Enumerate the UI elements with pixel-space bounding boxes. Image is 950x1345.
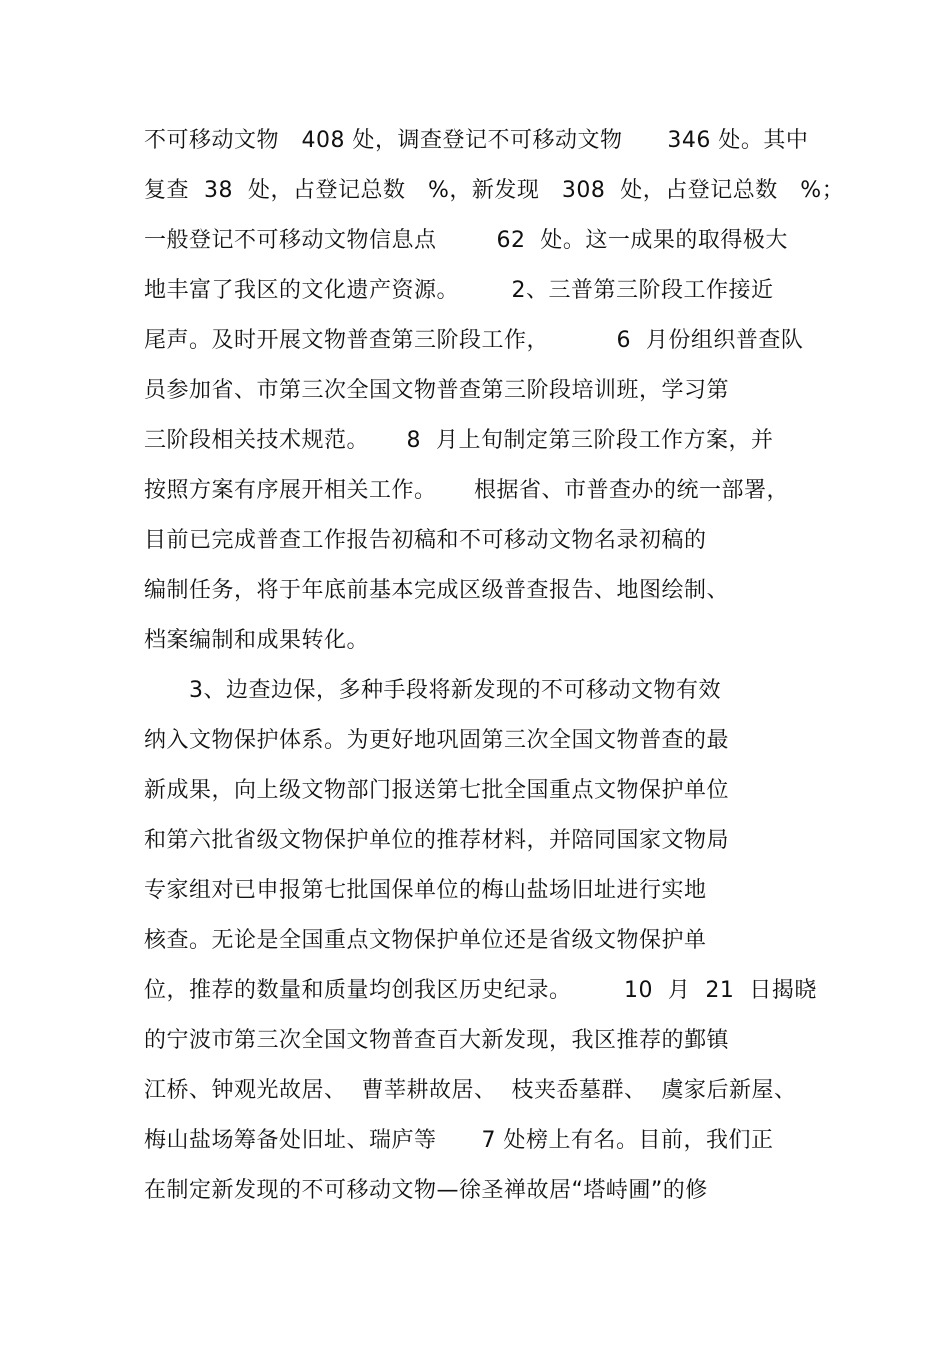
text-line: 复查 38 处，占登记总数 %，新发现 308 处，占登记总数 %； — [144, 178, 845, 203]
text-line: 梅山盐场筹备处旧址、瑞庐等 7 处榜上有名。目前，我们正 — [144, 1128, 774, 1153]
text-line: 一般登记不可移动文物信息点 62 处。这一成果的取得极大 — [144, 228, 788, 253]
text-line: 在制定新发现的不可移动文物—徐圣禅故居“塔峙圃”的修 — [144, 1178, 708, 1203]
text-line: 新成果，向上级文物部门报送第七批全国重点文物保护单位 — [144, 778, 730, 803]
text-line: 江桥、钟观光故居、 曹莘耕故居、 枝夹岙墓群、 虞家后新屋、 — [144, 1078, 797, 1103]
text-line: 专家组对已申报第七批国保单位的梅山盐场旧址进行实地 — [144, 878, 707, 903]
text-line: 纳入文物保护体系。为更好地巩固第三次全国文物普查的最 — [144, 728, 730, 753]
text-line: 不可移动文物 408 处，调查登记不可移动文物 346 处。其中 — [144, 128, 809, 153]
text-line: 的宁波市第三次全国文物普查百大新发现，我区推荐的鄞镇 — [144, 1028, 730, 1053]
text-line: 按照方案有序展开相关工作。 根据省、市普查办的统一部署， — [144, 478, 789, 503]
text-line: 3、边查边保，多种手段将新发现的不可移动文物有效 — [144, 678, 721, 703]
text-line: 地丰富了我区的文化遗产资源。 2、三普第三阶段工作接近 — [144, 278, 774, 303]
text-line: 档案编制和成果转化。 — [144, 628, 370, 653]
text-line: 员参加省、市第三次全国文物普查第三阶段培训班，学习第 — [144, 378, 730, 403]
text-line: 三阶段相关技术规范。 8 月上旬制定第三阶段工作方案，并 — [144, 428, 774, 453]
text-line: 和第六批省级文物保护单位的推荐材料，并陪同国家文物局 — [144, 828, 730, 853]
text-line: 位，推荐的数量和质量均创我区历史纪录。 10 月 21 日揭晓 — [144, 978, 817, 1003]
text-line: 核查。无论是全国重点文物保护单位还是省级文物保护单 — [144, 928, 707, 953]
text-line: 编制任务，将于年底前基本完成区级普查报告、地图绘制、 — [144, 578, 730, 603]
text-line: 尾声。及时开展文物普查第三阶段工作， 6 月份组织普查队 — [144, 328, 804, 353]
text-line: 目前已完成普查工作报告初稿和不可移动文物名录初稿的 — [144, 528, 707, 553]
